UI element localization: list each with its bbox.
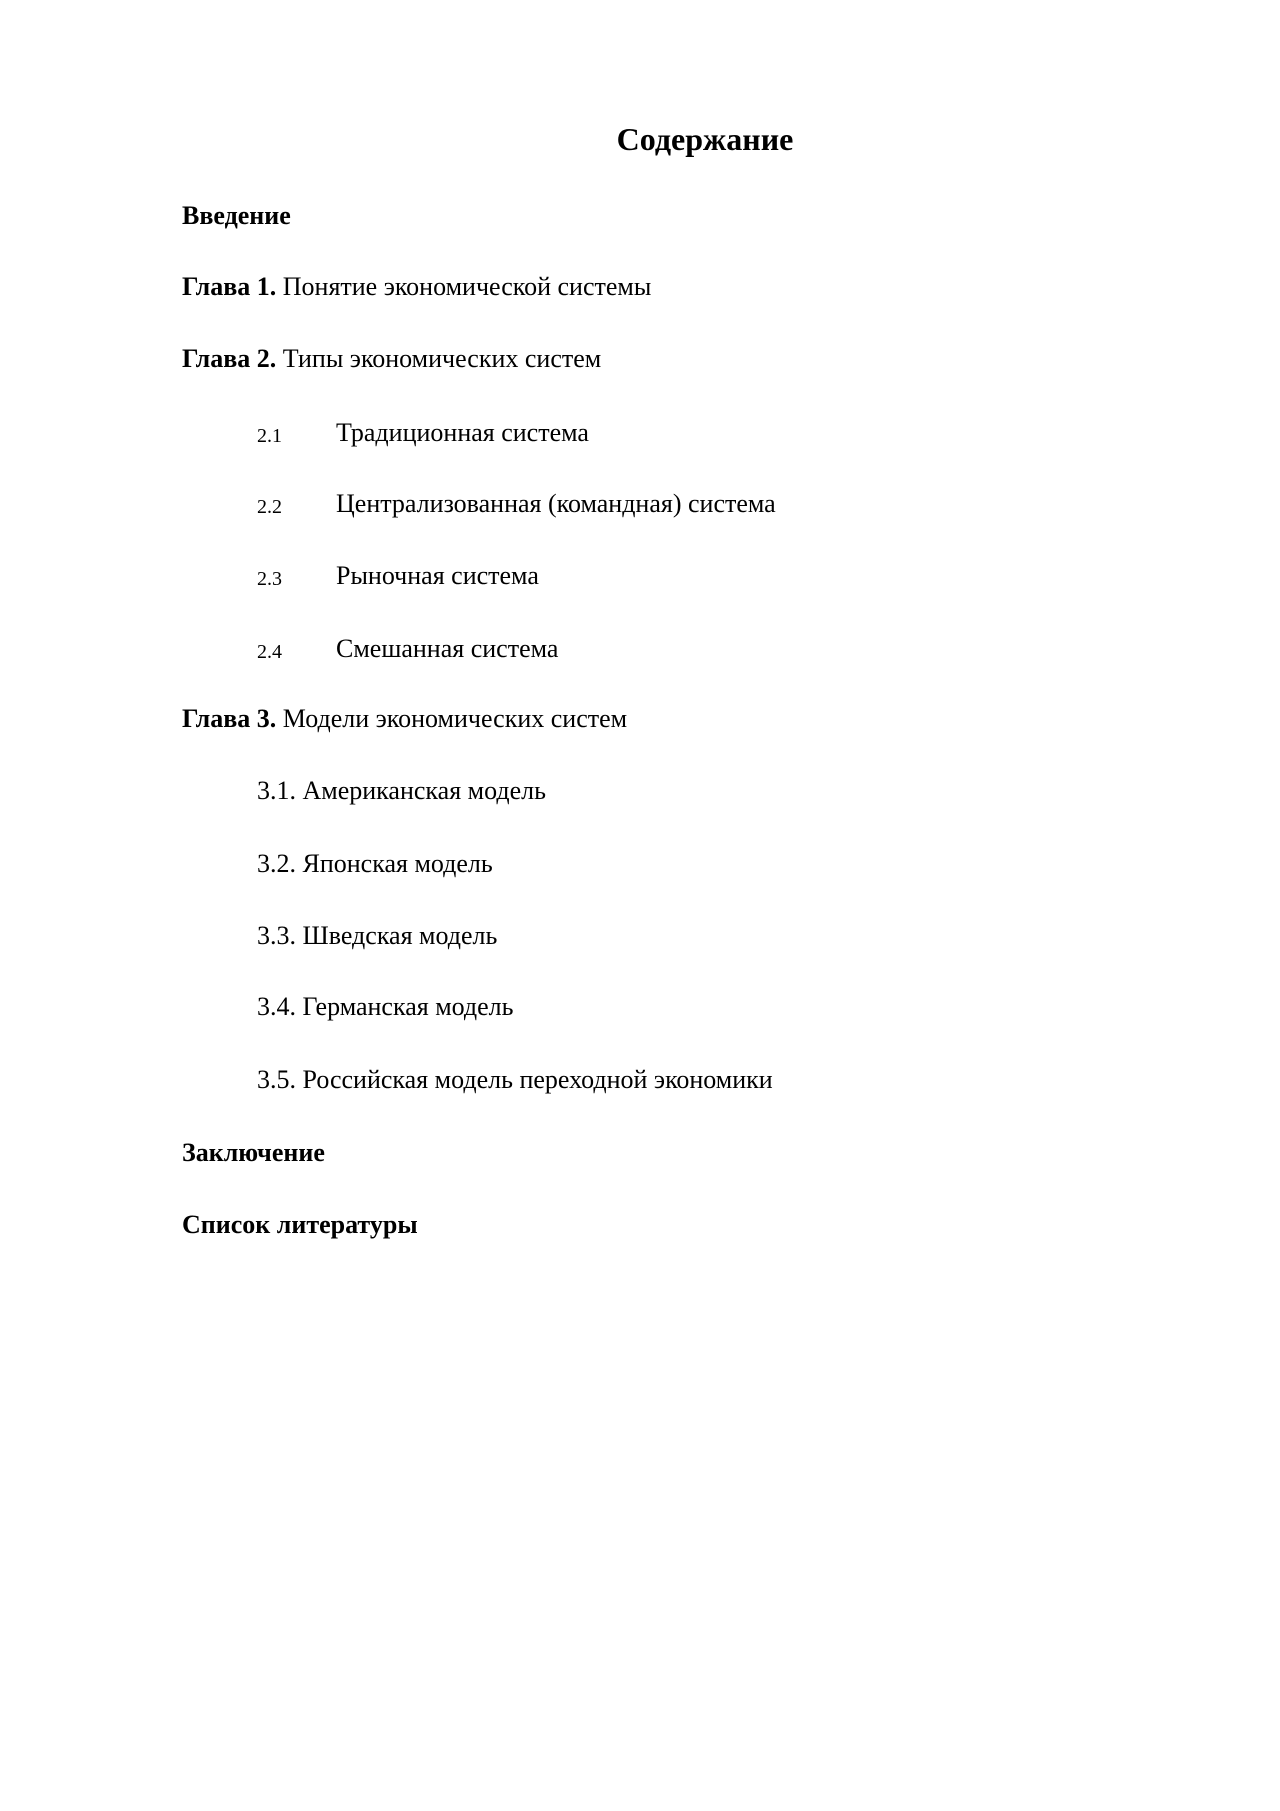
- page-title: Содержание: [616, 121, 794, 157]
- toc-item-2-2-number: 2.2: [257, 496, 282, 518]
- toc-item-2-1-number: 2.1: [257, 425, 282, 447]
- toc-intro: Введение: [182, 201, 291, 230]
- toc-item-2-3-text: Рыночная система: [336, 561, 539, 590]
- toc-item-2-3-number: 2.3: [257, 568, 282, 590]
- chapter-3-text: Модели экономических систем: [276, 704, 628, 733]
- toc-chapter-3: [182, 706, 627, 732]
- chapter-2-label: Глава 2.: [182, 344, 277, 373]
- toc-item-3-5: 3.5. Российская модель переходной экономики: [257, 1065, 773, 1094]
- toc-references: Список литературы: [182, 1210, 418, 1239]
- toc-item-3-3: 3.3. Шведская модель: [257, 921, 498, 950]
- toc-item-3-2: 3.2. Японская модель: [257, 849, 493, 878]
- toc-item-2-4-number: 2.4: [257, 641, 282, 663]
- toc-item-3-1: 3.1. Американская модель: [257, 776, 546, 805]
- toc-item-3-4: 3.4. Германская модель: [257, 992, 514, 1021]
- chapter-1-text: Понятие экономической системы: [276, 272, 652, 301]
- toc-chapter-2: [182, 346, 601, 372]
- chapter-1-label: Глава 1.: [182, 272, 277, 301]
- chapter-3-label: Глава 3.: [182, 704, 277, 733]
- toc-item-2-1-text: Традиционная система: [336, 418, 589, 447]
- toc-item-2-4-text: Смешанная система: [336, 634, 559, 663]
- toc-conclusion: Заключение: [182, 1138, 325, 1167]
- toc-chapter-1: [182, 274, 651, 300]
- toc-item-2-2-text: Централизованная (командная) система: [336, 489, 776, 518]
- chapter-2-text: Типы экономических систем: [276, 344, 602, 373]
